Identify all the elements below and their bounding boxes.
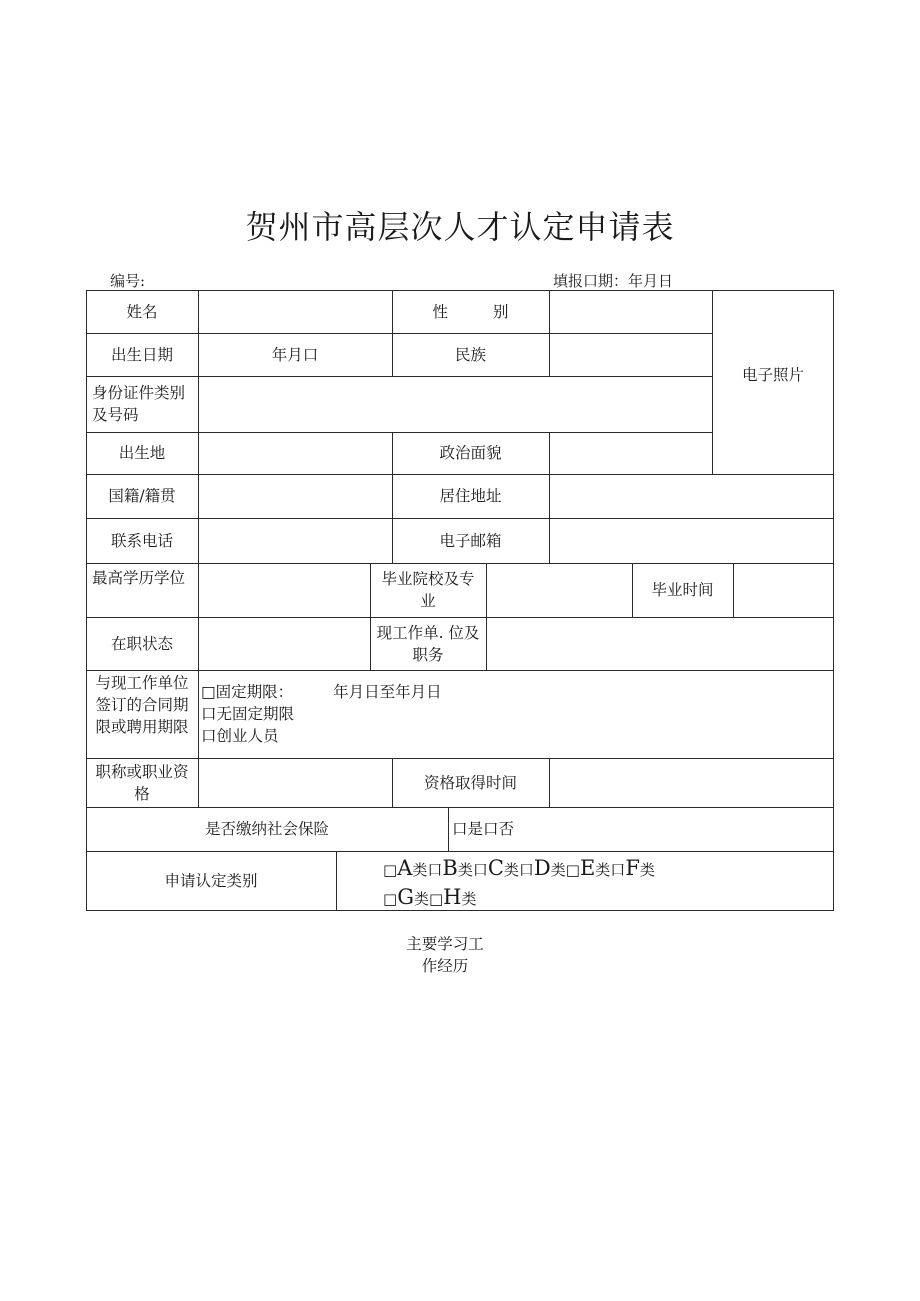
political-status-label: 政治面貌 xyxy=(439,444,502,462)
school-major-field[interactable] xyxy=(487,564,632,617)
birth-date-value: 年月口 xyxy=(271,345,319,364)
nationality-field[interactable] xyxy=(199,475,392,518)
study-work-history-label: 主要学习工 作经历 xyxy=(406,935,484,975)
id-number-field[interactable] xyxy=(199,377,712,432)
social-insurance-label: 是否缴纳社会保险 xyxy=(204,820,329,838)
highest-degree-field[interactable] xyxy=(199,564,370,617)
category-options[interactable] xyxy=(383,855,655,913)
social-insurance-options[interactable]: 口是口否 xyxy=(452,820,515,838)
name-field[interactable] xyxy=(199,291,392,333)
school-major-label: 毕业院校及专 业 xyxy=(381,570,475,610)
gender-field[interactable] xyxy=(550,291,712,333)
qualification-time-field[interactable] xyxy=(550,759,834,807)
photo-label: 电子照片 xyxy=(741,366,804,384)
employment-status-label: 在职状态 xyxy=(110,634,173,653)
graduation-time-field[interactable] xyxy=(734,564,834,617)
photo-area[interactable] xyxy=(712,290,834,474)
birth-date-field[interactable] xyxy=(198,333,392,376)
ethnicity-field[interactable] xyxy=(550,334,712,376)
birth-date-label: 出生日期 xyxy=(110,345,173,364)
id-type-label: 身份证件类别 及号码 xyxy=(92,384,186,424)
residence-label: 居住地址 xyxy=(439,487,502,505)
current-unit-label: 现工作单. 位及 职务 xyxy=(376,623,480,664)
qualification-time-label: 资格取得时间 xyxy=(423,773,517,792)
gender-label: 性 别 xyxy=(432,302,509,321)
category-row-1: □A类口B类口C类口D类□E类口F类 xyxy=(383,856,655,880)
name-label: 姓名 xyxy=(126,302,158,321)
political-status-field[interactable] xyxy=(550,433,712,474)
phone-label: 联系电话 xyxy=(110,531,173,550)
contract-options xyxy=(201,681,442,747)
residence-field[interactable] xyxy=(550,475,834,518)
category-row-2: □G类□H类 xyxy=(383,885,477,909)
birthplace-field[interactable] xyxy=(199,433,392,474)
email-label: 电子邮箱 xyxy=(439,531,502,550)
current-unit-field[interactable] xyxy=(487,618,834,670)
graduation-time-label: 毕业时间 xyxy=(651,581,714,599)
fill-date-label: 填报口期：年月日 xyxy=(553,272,674,290)
contract-startup-option[interactable]: 口创业人员 xyxy=(201,727,279,745)
contract-fixed-option[interactable]: □固定期限： 年月日至年月日 xyxy=(201,683,442,701)
birthplace-label: 出生地 xyxy=(118,444,166,462)
title-qualification-field[interactable] xyxy=(199,759,392,807)
form-title: 贺州市高层次人才认定申请表 xyxy=(245,208,675,246)
highest-degree-label: 最高学历学位 xyxy=(92,569,186,587)
nationality-label: 国籍/籍贯 xyxy=(108,487,176,505)
ethnicity-label: 民族 xyxy=(454,345,486,364)
contract-label: 与现工作单位 签订的合同期 限或聘用期限 xyxy=(95,674,189,736)
contract-no-fixed-option[interactable]: 口无固定期限 xyxy=(201,705,295,723)
phone-field[interactable] xyxy=(199,519,392,563)
email-field[interactable] xyxy=(550,519,834,563)
employment-status-field[interactable] xyxy=(199,618,370,670)
apply-category-label: 申请认定类别 xyxy=(164,872,258,890)
contract-fixed-range: 年月日至年月日 xyxy=(333,683,442,701)
title-qualification-label: 职称或职业资 格 xyxy=(95,762,189,803)
serial-number-label: 编号: xyxy=(110,272,146,290)
